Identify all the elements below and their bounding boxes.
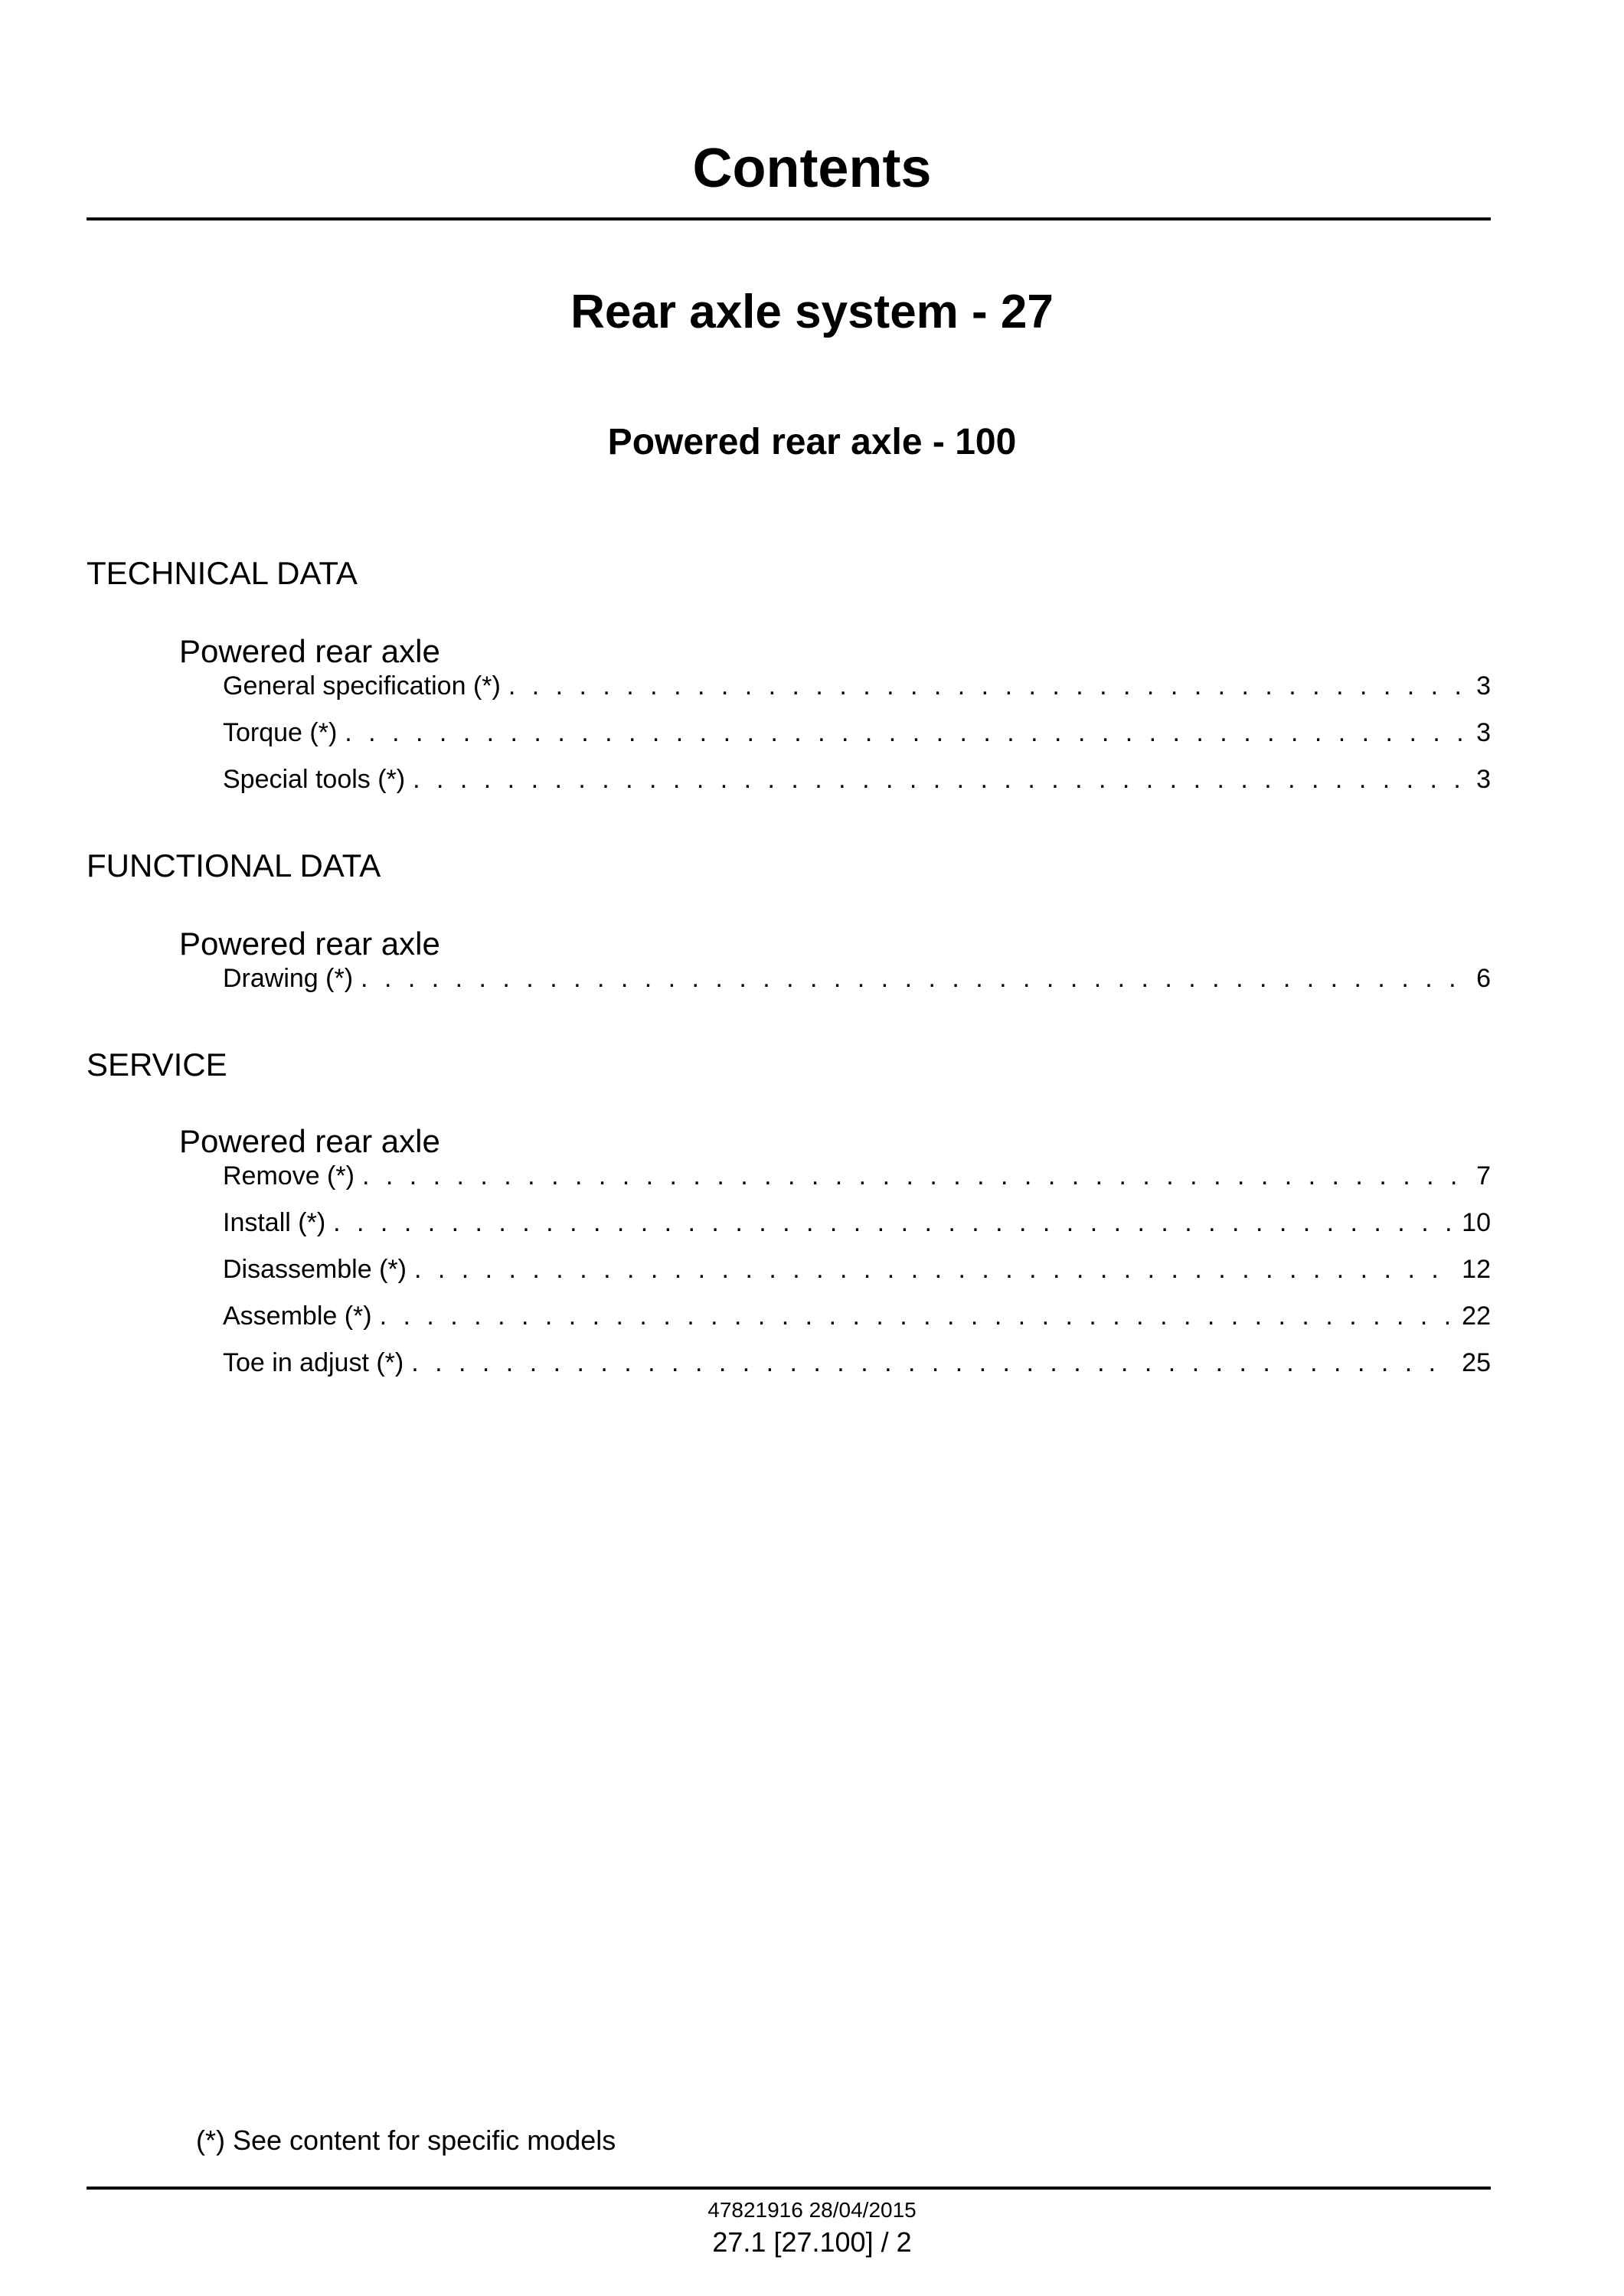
group-heading: Powered rear axle xyxy=(179,1123,440,1159)
toc-leader xyxy=(413,763,1469,796)
toc-leader xyxy=(380,1299,1455,1333)
section-title: Powered rear axle - 100 xyxy=(607,422,1017,462)
toc-entry[interactable] xyxy=(223,1253,1491,1286)
toc-entry-page: 7 xyxy=(1476,1161,1491,1190)
toc-entry-label: Special tools (*) xyxy=(223,765,406,794)
toc-entry[interactable] xyxy=(223,1159,1491,1193)
toc-leader xyxy=(333,1206,1454,1239)
toc-entry-label: Install (*) xyxy=(223,1208,326,1237)
page-title: Contents xyxy=(692,138,932,199)
chapter-title: Rear axle system - 27 xyxy=(570,286,1054,338)
group-heading: Powered rear axle xyxy=(179,926,440,962)
toc-entry-page: 22 xyxy=(1462,1302,1491,1331)
document-id: 47821916 28/04/2015 xyxy=(707,2198,917,2222)
toc-leader xyxy=(361,962,1469,995)
group-heading: Powered rear axle xyxy=(179,633,440,669)
toc-entry-label: Toe in adjust (*) xyxy=(223,1348,404,1377)
top-rule xyxy=(87,217,1491,220)
toc-entry[interactable] xyxy=(223,1299,1491,1333)
toc-leader xyxy=(345,716,1469,750)
bottom-rule xyxy=(87,2187,1491,2190)
toc-entry-label: Remove (*) xyxy=(223,1161,355,1190)
toc-entry-page: 25 xyxy=(1462,1348,1491,1377)
toc-entry-page: 3 xyxy=(1476,765,1491,794)
toc-entry[interactable] xyxy=(223,716,1491,750)
page-reference: 27.1 [27.100] / 2 xyxy=(712,2226,912,2258)
toc-entry-page: 3 xyxy=(1476,671,1491,701)
toc-entry[interactable] xyxy=(223,1206,1491,1239)
category-heading: TECHNICAL DATA xyxy=(87,555,358,591)
toc-entry[interactable] xyxy=(223,669,1491,703)
toc-leader xyxy=(414,1253,1454,1286)
toc-leader xyxy=(362,1159,1469,1193)
toc-entry-label: Drawing (*) xyxy=(223,964,354,993)
toc-entry-page: 12 xyxy=(1462,1255,1491,1284)
toc-entry-label: General specification (*) xyxy=(223,671,501,701)
toc-entry-label: Assemble (*) xyxy=(223,1302,372,1331)
toc-entry-label: Torque (*) xyxy=(223,718,338,747)
toc-entry[interactable] xyxy=(223,763,1491,796)
toc-leader xyxy=(411,1346,1454,1380)
toc-entry-page: 6 xyxy=(1476,964,1491,993)
category-heading: FUNCTIONAL DATA xyxy=(87,848,381,883)
category-heading: SERVICE xyxy=(87,1047,227,1083)
toc-entry-page: 10 xyxy=(1462,1208,1491,1237)
toc-entry[interactable] xyxy=(223,1346,1491,1380)
toc-entry-label: Disassemble (*) xyxy=(223,1255,407,1284)
toc-entry-page: 3 xyxy=(1476,718,1491,747)
toc-leader xyxy=(508,669,1469,703)
toc-entry[interactable] xyxy=(223,962,1491,995)
footnote: (*) See content for specific models xyxy=(196,2125,616,2156)
